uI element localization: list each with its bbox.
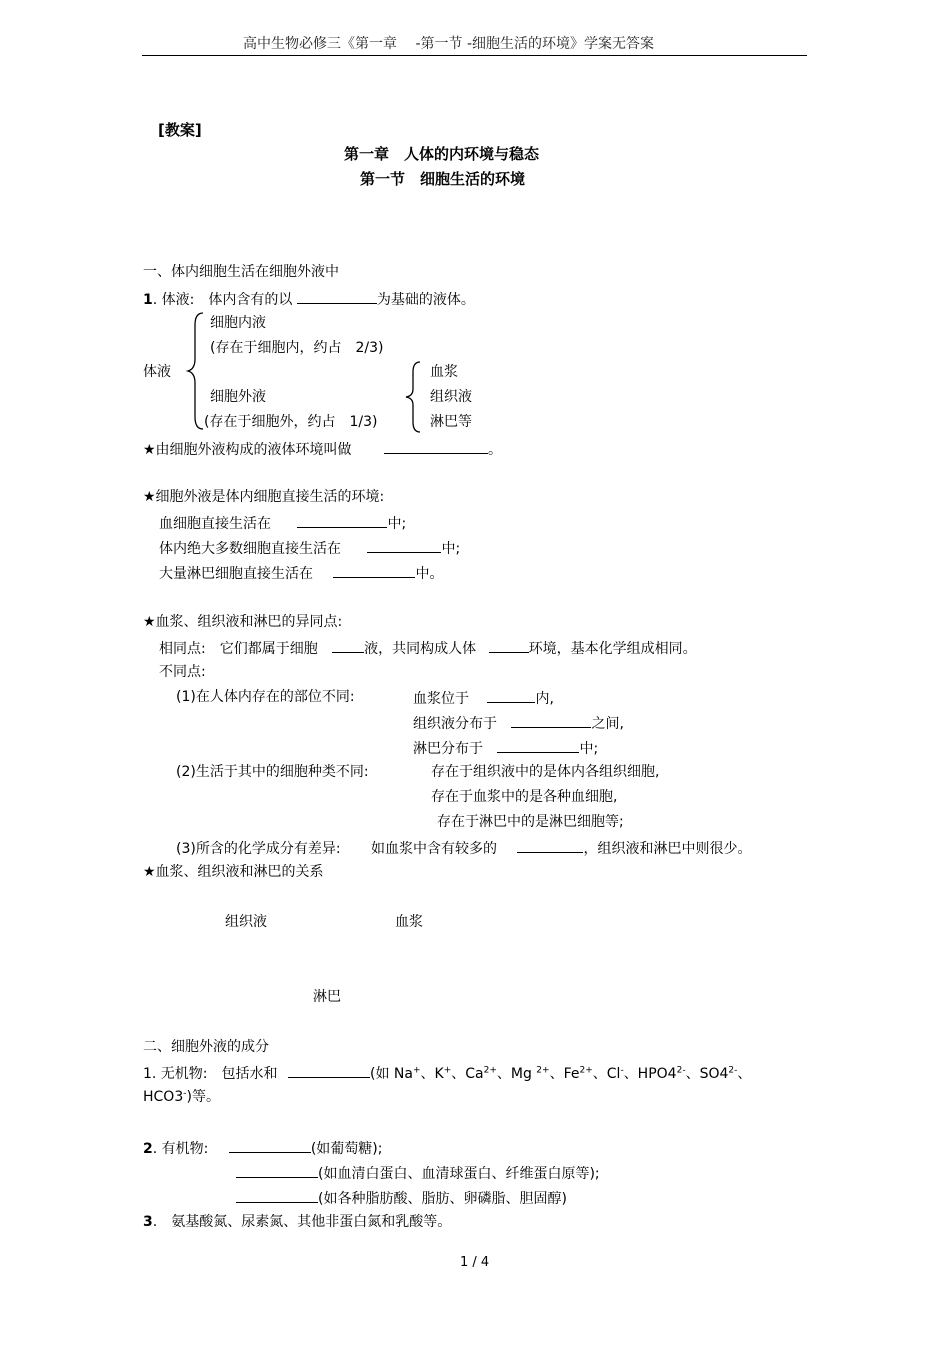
extracellular-fluid-label: 细胞外液 xyxy=(210,389,266,405)
ion-symbol: 、HPO4 xyxy=(623,1066,677,1082)
intracellular-fluid-note: (存在于细胞内，约占 2/3) xyxy=(210,340,384,356)
ion-charge: 2+ xyxy=(579,1065,593,1076)
difference-2-label: (2)生活于其中的细胞种类不同: xyxy=(176,764,369,780)
organic-item-2: (如血清白蛋白、血清球蛋白、纤维蛋白原等); xyxy=(318,1166,600,1182)
answer-blank[interactable] xyxy=(333,564,415,578)
ion-symbol: 、K xyxy=(420,1066,444,1082)
lymph-label: 淋巴等 xyxy=(430,414,472,430)
star-item-1 xyxy=(143,440,502,458)
habitat-line-1-end: 中; xyxy=(387,516,407,532)
answer-blank[interactable] xyxy=(236,1164,318,1178)
similarities-text-1: 相同点: 它们都属于细胞 xyxy=(159,641,318,657)
inorganic-ions-open: (如 Na xyxy=(369,1066,413,1082)
difference-1-line-1 xyxy=(413,689,554,707)
question-1-text-end: 为基础的液体。 xyxy=(376,292,475,308)
chapter-title: 第一章 人体的内环境与稳态 xyxy=(344,145,540,163)
similarities-text-2: 液，共同构成人体 xyxy=(364,641,477,657)
inorganic-text: 1. 无机物: 包括水和 xyxy=(143,1066,278,1082)
answer-blank[interactable] xyxy=(384,440,488,454)
answer-blank[interactable] xyxy=(288,1064,370,1078)
difference-3-text: 如血浆中含有较多的 xyxy=(371,841,498,857)
extracellular-fluid-note: (存在于细胞外，约占 1/3) xyxy=(204,414,378,430)
difference-1-line-1-end: 内, xyxy=(535,691,554,707)
answer-blank[interactable] xyxy=(517,839,583,853)
question-1 xyxy=(143,290,475,308)
plasma-label: 血浆 xyxy=(430,364,458,380)
ion-charge: 2+ xyxy=(536,1065,550,1076)
habitat-line-1 xyxy=(159,514,406,532)
section-2-heading: 二、细胞外液的成分 xyxy=(143,1039,269,1055)
answer-blank[interactable] xyxy=(297,290,377,304)
page-header: 高中生物必修三《第一章 -第一节 -细胞生活的环境》学案无答案 xyxy=(243,36,655,52)
item-3-text: . 氨基酸氮、尿素氮、其他非蛋白氮和乳酸等。 xyxy=(152,1214,452,1230)
ion-charge: - xyxy=(620,1065,624,1076)
habitat-line-2 xyxy=(159,539,460,557)
organic-line-3 xyxy=(236,1189,567,1207)
difference-1-line-3-end: 中; xyxy=(579,741,599,757)
answer-blank[interactable] xyxy=(511,714,591,728)
inorganic-end: )等。 xyxy=(186,1089,220,1105)
ion-charge: 2- xyxy=(728,1065,738,1076)
section-title: 第一节 细胞生活的环境 xyxy=(360,170,526,188)
differences-heading: 不同点: xyxy=(159,664,206,680)
page-number: 1 / 4 xyxy=(460,1255,490,1270)
difference-3-line xyxy=(176,839,751,857)
habitat-line-3-text: 大量淋巴细胞直接生活在 xyxy=(159,566,313,582)
ion-charge: + xyxy=(412,1065,421,1076)
difference-1-line-2-end: 之间, xyxy=(591,716,624,732)
organic-label: . 有机物: xyxy=(152,1141,209,1157)
similarities-text-3: 环境，基本化学组成相同。 xyxy=(528,641,697,657)
ion-symbol: 、Fe xyxy=(549,1066,580,1082)
habitat-line-3 xyxy=(159,564,443,582)
difference-2-line-1: 存在于组织液中的是体内各组织细胞, xyxy=(431,764,660,780)
organic-line-2 xyxy=(236,1164,600,1182)
left-brace xyxy=(187,311,207,431)
ion-symbol: 、Mg xyxy=(496,1066,537,1082)
lesson-tag: [教案] xyxy=(158,121,202,139)
relation-lymph: 淋巴 xyxy=(313,989,341,1005)
diagram-root-label: 体液 xyxy=(143,364,171,380)
organic-line-1 xyxy=(143,1139,382,1157)
ion-charge: + xyxy=(443,1065,452,1076)
habitat-line-2-text: 体内绝大多数细胞直接生活在 xyxy=(159,541,341,557)
difference-3-label: (3)所含的化学成分有差异: xyxy=(176,841,341,857)
answer-blank[interactable] xyxy=(297,514,387,528)
ion-symbol: 、Cl xyxy=(592,1066,621,1082)
answer-blank[interactable] xyxy=(487,689,535,703)
organic-number: 2 xyxy=(143,1141,153,1157)
difference-1-line-1-text: 血浆位于 xyxy=(413,691,469,707)
item-3-number: 3 xyxy=(143,1214,153,1230)
answer-blank[interactable] xyxy=(367,539,441,553)
star-item-3: ★血浆、组织液和淋巴的异同点: xyxy=(143,614,343,630)
ion-charge: 2- xyxy=(676,1065,686,1076)
answer-blank[interactable] xyxy=(229,1139,311,1153)
question-1-number: 1 xyxy=(143,292,153,308)
difference-2-line-2: 存在于血浆中的是各种血细胞, xyxy=(431,789,618,805)
organic-item-3: (如各种脂肪酸、脂肪、卵磷脂、胆固醇) xyxy=(318,1191,567,1207)
difference-1-line-3 xyxy=(413,739,598,757)
star-item-1-text: ★由细胞外液构成的液体环境叫做 xyxy=(143,442,352,458)
organic-item-1: (如葡萄糖); xyxy=(310,1141,383,1157)
header-rule xyxy=(142,55,807,56)
difference-1-line-2 xyxy=(413,714,624,732)
item-3-line xyxy=(143,1214,451,1230)
ion-symbol: HCO3 xyxy=(143,1089,184,1105)
right-brace xyxy=(405,360,423,434)
habitat-line-2-end: 中; xyxy=(441,541,461,557)
tissue-fluid-label: 组织液 xyxy=(430,389,472,405)
relation-plasma: 血浆 xyxy=(395,914,423,930)
star-item-2: ★细胞外液是体内细胞直接生活的环境: xyxy=(143,489,385,505)
question-1-text: . 体液: 体内含有的以 xyxy=(152,292,293,308)
ion-charge: 2+ xyxy=(483,1065,497,1076)
intracellular-fluid-label: 细胞内液 xyxy=(210,315,266,331)
star-item-4: ★血浆、组织液和淋巴的关系 xyxy=(143,864,324,880)
inorganic-line-cont xyxy=(143,1089,220,1105)
habitat-line-1-text: 血细胞直接生活在 xyxy=(159,516,271,532)
answer-blank[interactable] xyxy=(497,739,579,753)
habitat-line-3-end: 中。 xyxy=(415,566,444,582)
similarities-line xyxy=(159,639,697,657)
star-item-1-end: 。 xyxy=(488,442,503,458)
answer-blank[interactable] xyxy=(332,639,364,653)
difference-1-line-3-text: 淋巴分布于 xyxy=(413,741,483,757)
relation-tissue-fluid: 组织液 xyxy=(225,914,267,930)
ion-symbol: 、SO4 xyxy=(685,1066,729,1082)
ion-separator: 、 xyxy=(737,1066,752,1082)
difference-2-line-3: 存在于淋巴中的是淋巴细胞等; xyxy=(437,814,624,830)
difference-1-line-2-text: 组织液分布于 xyxy=(413,716,497,732)
section-1-heading: 一、体内细胞生活在细胞外液中 xyxy=(143,264,339,280)
inorganic-line xyxy=(143,1064,751,1082)
difference-1-label: (1)在人体内存在的部位不同: xyxy=(176,689,355,705)
answer-blank[interactable] xyxy=(236,1189,318,1203)
answer-blank[interactable] xyxy=(489,639,529,653)
difference-3-end: ，组织液和淋巴中则很少。 xyxy=(583,841,752,857)
ion-symbol: 、Ca xyxy=(451,1066,484,1082)
ion-charge: - xyxy=(183,1088,187,1099)
